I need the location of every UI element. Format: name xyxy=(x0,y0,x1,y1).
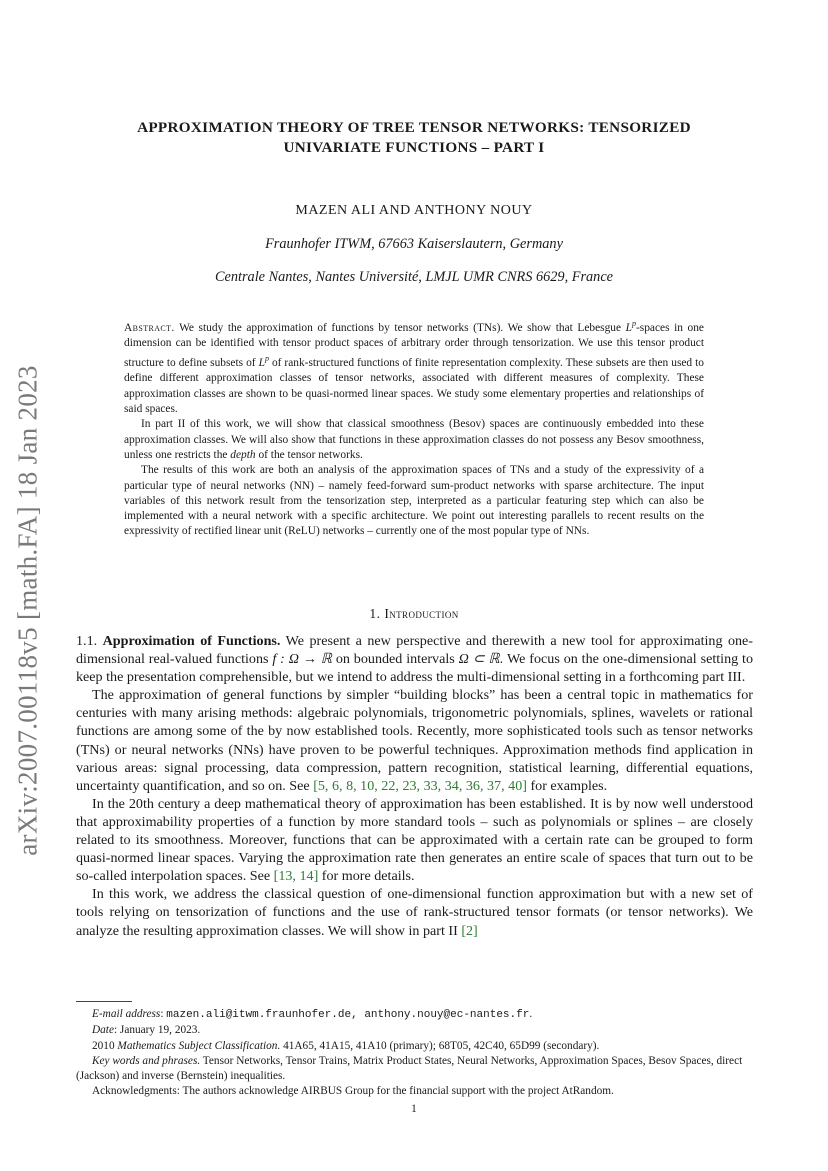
page-number: 1 xyxy=(411,1103,417,1115)
paper-title xyxy=(80,118,748,158)
abstract-paragraph-3: The results of this work are both an analysis of the approximation spaces of TNs and a study of the expressivity of a particular type of neural networks (NN) – namely feed-forward sum-product networks with sparse architecture. The input variables of this network result from the tensorization step, interpreted as a particular featuring step which can also be implemented with a neural network with a specific architecture. We point out interesting parallels to recent results on the expressivity of rectified linear unit (ReLU) networks – currently one of the most popular type of NNs. xyxy=(124,464,704,538)
abstract-label: Abstract. xyxy=(124,321,175,334)
body-paragraph-1: 1.1. Approximation of Functions. We present a new perspective and therewith a new tool for approximating one-dimensional real-valued functions f : Ω → ℝ on bounded intervals Ω ⊂ ℝ. We focus on the one-dimensional setting to keep the presentation comprehensible, but we intend to address the multi-dimensional setting in a forthcoming part III. xyxy=(76,633,754,686)
footnote-rule xyxy=(76,1001,132,1002)
citation-link[interactable]: [13, 14] xyxy=(273,868,319,885)
subsection-number: 1.1. xyxy=(76,633,98,649)
footnote-acknowledgments: Acknowledgments: The authors acknowledge AIRBUS Group for the financial support with the project AtRandom. xyxy=(92,1085,614,1098)
footnote-msc: 2010 Mathematics Subject Classification. 41A65, 41A15, 41A10 (primary); 68T05, 42C40, 65D99 (secondary). xyxy=(92,1039,600,1052)
authors: MAZEN ALI AND ANTHONY NOUY xyxy=(295,203,533,218)
abstract-paragraph-2: In part II of this work, we will show that classical smoothness (Besov) spaces are continuously embedded into these approximation classes. We will also show that functions in these approximation classes do not possess any Besov smoothness, unless one restricts the depth of the tensor networks. xyxy=(124,418,704,461)
citation-link[interactable]: [2] xyxy=(461,922,478,939)
footnote-keywords: Key words and phrases. Tensor Networks, Tensor Trains, Matrix Product States, Neural Networks, Approximation Spaces, Besov Spaces, direct (Jackson) and inverse (Bernstein) inequalities. xyxy=(76,1054,743,1083)
arxiv-identifier: arXiv:2007.00118v5 [math.FA] 18 Jan 2023 xyxy=(12,364,43,856)
body-paragraph-4: In this work, we address the classical question of one-dimensional function approximation but with a new set of tools relying on tensorization of functions and the use of rank-structured tensor formats (or tensor networks). We analyze the resulting approximation classes. We will show in part II [2] xyxy=(76,886,753,939)
section-heading: 1. Introduction xyxy=(369,606,459,621)
body-paragraph-2: The approximation of general functions by simpler “building blocks” has been a central topic in mathematics for centuries with many arising methods: algebraic polynomials, trigonometric polynomials, splines, wavelets or rational functions are among some of the by now established tools. Recently, more sophisticated tools such as tensor networks (TNs) or neural networks (NNs) have proven to be powerful techniques. Approximation methods find application in various areas: signal processing, data compression, pattern recognition, statistical learning, differential equations, uncertainty quantification, and so on. See [5, 6, 8, 10, 22, 23, 33, 34, 36, 37, 40] for examples. xyxy=(76,687,753,794)
footnote-email: E-mail address: mazen.ali@itwm.fraunhofer.de, anthony.nouy@ec-nantes.fr. xyxy=(92,1008,533,1021)
abstract-paragraph-1: Abstract. We study the approximation of functions by tensor networks (TNs). We show that Lebesgue $L^p$-spaces in one dimension can be identified with tensor product spaces of arbitrary order through tensorization. We use this tensor product structure to define subsets of $L^p$ of rank-structured functions of finite representation complexity. These subsets are then used to define different approximation classes of tensor networks, associated with different measures of complexity. These approximation classes are shown to be quasi-normed linear spaces. We study some elementary properties and relationships of said spaces. xyxy=(124,319,704,416)
title-line-2: UNIVARIATE FUNCTIONS – PART I xyxy=(283,139,545,156)
affiliation-2: Centrale Nantes, Nantes Université, LMJL UMR CNRS 6629, France xyxy=(214,269,614,285)
body-paragraph-3: In the 20th century a deep mathematical theory of approximation has been established. It is by now well understood that approximability properties of a function by more standard tools – such as polynomials or splines – are closely related to its smoothness. Moreover, functions that can be approximated with a certain rate can be grouped to form quasi-normed linear spaces. Varying the approximation rate then generates an entire scale of spaces that turn out to be so-called interpolation spaces. See [13, 14] for more details. xyxy=(76,795,753,885)
affiliation-1: Fraunhofer ITWM, 67663 Kaiserslautern, Germany xyxy=(265,236,563,252)
body-text xyxy=(76,632,753,940)
subsection-title: Approximation of Functions. xyxy=(102,633,281,649)
arxiv-sidebar xyxy=(6,340,50,880)
footnote-date: Date: January 19, 2023. xyxy=(92,1024,201,1037)
citation-link[interactable]: [5, 6, 8, 10, 22, 23, 33, 34, 36, 37, 40] xyxy=(313,777,527,794)
abstract xyxy=(124,316,704,540)
footnotes xyxy=(76,1007,753,1100)
title-line-1: APPROXIMATION THEORY OF TREE TENSOR NETWORKS: TENSORIZED xyxy=(137,119,691,136)
